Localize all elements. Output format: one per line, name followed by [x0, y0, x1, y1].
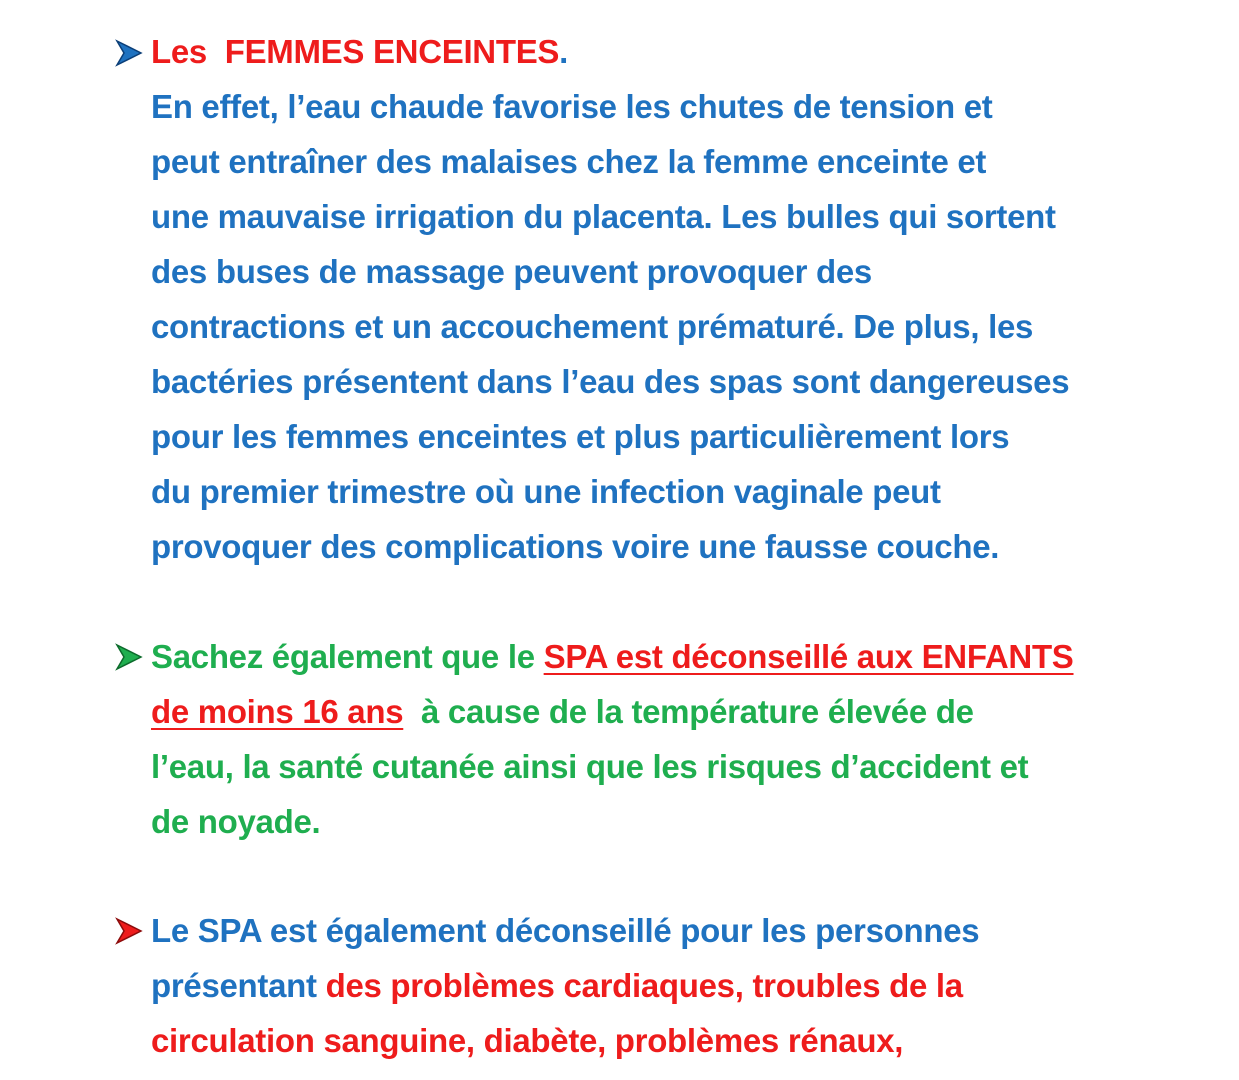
- paragraph-line: de noyade.: [151, 803, 321, 840]
- arrow-bullet-icon: [114, 642, 146, 674]
- heading-emphasis: FEMMES ENCEINTES: [224, 33, 560, 70]
- heading-suffix: .: [559, 33, 568, 70]
- paragraph-line: provoquer des complications voire une fausse couche.: [151, 528, 1000, 565]
- paragraph-line: l’eau, la santé cutanée ainsi que les risques d’accident et: [151, 748, 1029, 785]
- paragraph-line: des buses de massage peuvent provoquer des: [151, 253, 872, 290]
- paragraph-line: bactéries présentent dans l’eau des spas sont dangereuses: [151, 363, 1070, 400]
- section2-line2: [151, 692, 974, 732]
- paragraph-line: contractions et un accouchement prématuré. De plus, les: [151, 308, 1034, 345]
- arrow-bullet-icon: [114, 916, 146, 948]
- paragraph-line: pour les femmes enceintes et plus particulièrement lors: [151, 418, 1010, 455]
- age-emphasis: de moins 16 ans: [151, 693, 404, 730]
- section3-line2: [151, 966, 963, 1006]
- line-rest: à cause de la température élevée de: [421, 693, 974, 730]
- section1-heading: [151, 32, 568, 72]
- paragraph-line: En effet, l’eau chaude favorise les chutes de tension et: [151, 88, 993, 125]
- line-prefix: Sachez également que le: [151, 638, 535, 675]
- paragraph-line: une mauvaise irrigation du placenta. Les bulles qui sortent: [151, 198, 1056, 235]
- conditions-emphasis: des problèmes cardiaques, troubles de la: [325, 967, 963, 1004]
- paragraph-line: du premier trimestre où une infection vaginale peut: [151, 473, 941, 510]
- line-prefix: présentant: [151, 967, 317, 1004]
- heading-prefix: Les: [151, 33, 207, 70]
- warning-emphasis: SPA est déconseillé aux ENFANTS: [543, 638, 1074, 675]
- section3-line1: Le SPA est également déconseillé pour les personnes: [151, 912, 980, 949]
- section2-line1: [151, 637, 1074, 677]
- section3-line3: circulation sanguine, diabète, problèmes rénaux,: [151, 1022, 904, 1059]
- paragraph-line: peut entraîner des malaises chez la femme enceinte et: [151, 143, 987, 180]
- arrow-bullet-icon: [114, 38, 146, 70]
